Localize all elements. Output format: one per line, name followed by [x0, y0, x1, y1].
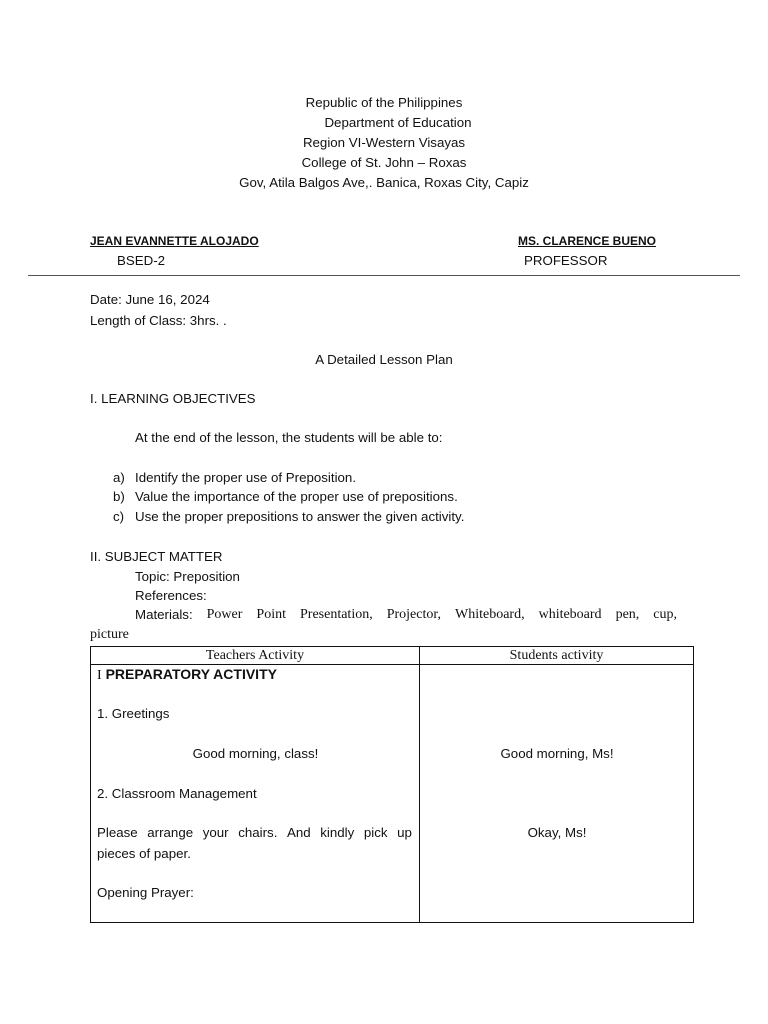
objective-marker: b) — [113, 489, 125, 504]
materials-word: Presentation, — [300, 607, 373, 622]
arrange-instruction-continued: pieces of paper. — [97, 846, 191, 861]
greetings-step: 1. Greetings — [97, 706, 170, 721]
objective-marker: a) — [113, 470, 125, 485]
materials-label: Materials: — [135, 607, 193, 622]
class-date: Date: June 16, 2024 — [90, 292, 210, 307]
preparatory-heading — [97, 666, 277, 684]
opening-prayer: Opening Prayer: — [97, 885, 194, 900]
subject-topic: Topic: Preposition — [135, 569, 240, 584]
objectives-heading: I. LEARNING OBJECTIVES — [90, 391, 256, 406]
objectives-intro: At the end of the lesson, the students will be able to: — [135, 430, 443, 445]
materials-word: Projector, — [386, 607, 441, 622]
materials-word: whiteboard — [538, 607, 602, 622]
instruction-word: arrange — [147, 825, 194, 840]
instruction-word: chairs. — [238, 825, 278, 840]
instruction-word: Please — [97, 825, 138, 840]
instruction-word: up — [397, 825, 412, 840]
objective-marker: c) — [113, 509, 125, 524]
student-okay-response: Okay, Ms! — [527, 825, 587, 840]
students-activity-header: Students activity — [420, 647, 694, 665]
classroom-management-step: 2. Classroom Management — [97, 786, 257, 801]
professor-title: PROFESSOR — [524, 253, 608, 268]
subject-matter-heading: II. SUBJECT MATTER — [90, 549, 223, 564]
school-republic-line: Republic of the Philippines — [305, 95, 463, 110]
school-address-line: Gov, Atila Balgos Ave,. Banica, Roxas City, Capiz — [239, 175, 529, 190]
teachers-activity-header: Teachers Activity — [91, 647, 420, 665]
materials-word: cup, — [653, 607, 677, 622]
materials-continuation: picture — [90, 627, 129, 642]
student-greeting: Good morning, Ms! — [500, 746, 614, 761]
school-region-line: Region VI-Western Visayas — [302, 135, 466, 150]
teacher-greeting: Good morning, class! — [192, 746, 319, 761]
teachers-activity-cell — [91, 665, 420, 923]
header-divider — [28, 275, 740, 276]
objective-item: Use the proper prepositions to answer the given activity. — [135, 509, 465, 524]
activity-table — [90, 646, 694, 923]
objective-item: Identify the proper use of Preposition. — [135, 470, 357, 485]
materials-word: Power — [206, 607, 243, 622]
subject-materials — [135, 607, 677, 623]
materials-word: Whiteboard, — [454, 607, 525, 622]
student-course: BSED-2 — [117, 253, 166, 268]
school-college-line: College of St. John – Roxas — [301, 155, 467, 170]
arrange-instruction — [97, 825, 412, 840]
instruction-word: your — [202, 825, 229, 840]
instruction-word: pick — [363, 825, 388, 840]
students-activity-cell — [420, 665, 694, 923]
student-name: JEAN EVANNETTE ALOJADO — [90, 234, 259, 248]
subject-references: References: — [135, 588, 207, 603]
instruction-word: And — [287, 825, 311, 840]
professor-name: MS. CLARENCE BUENO — [518, 234, 657, 248]
school-department-line: Department of Education — [324, 115, 472, 130]
preparatory-label: PREPARATORY ACTIVITY — [105, 666, 277, 682]
lesson-plan-title: A Detailed Lesson Plan — [315, 352, 453, 367]
roman-numeral: I — [97, 668, 102, 683]
objective-item: Value the importance of the proper use of prepositions. — [135, 489, 458, 504]
class-length: Length of Class: 3hrs. . — [90, 313, 227, 328]
materials-word: Point — [256, 607, 286, 622]
materials-word: pen, — [615, 607, 640, 622]
instruction-word: kindly — [320, 825, 355, 840]
